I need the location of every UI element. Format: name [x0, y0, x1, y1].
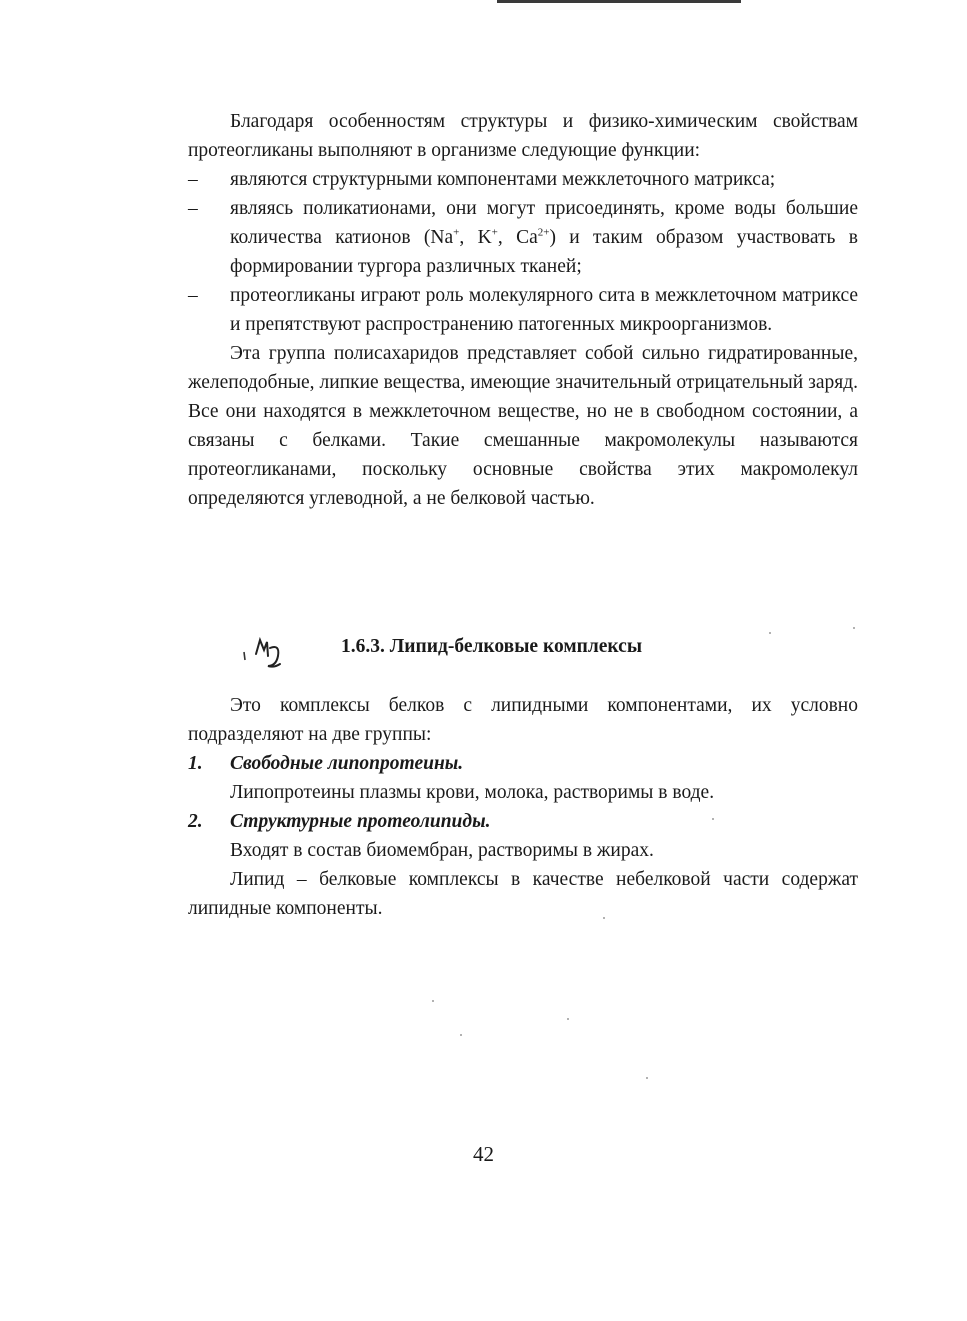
- function-item-text: являясь поликатионами, они могут присоединять, кроме воды большие количества катионов (Na+, K+, $Ca^{2+}$) и таким образом участвовать в формировании тургора различных тканей;: [230, 198, 858, 277]
- group-number: 1.: [188, 753, 203, 774]
- dash-marker: –: [188, 285, 198, 306]
- intro-paragraph: Это комплексы белков с липидными компонентами, их условно подразделяют на две группы:: [188, 695, 858, 745]
- scan-speck: [603, 917, 605, 919]
- function-item: [188, 194, 858, 281]
- top-rule: [497, 0, 741, 3]
- closing-paragraph: Липид – белковые комплексы в качестве небелковой части содержат липидные компоненты.: [188, 869, 858, 919]
- intro-paragraph: Благодаря особенностям структуры и физико-химическим свойствам протеогликаны выполняют в организме следующие функции:: [188, 111, 858, 161]
- dash-marker: –: [188, 198, 198, 219]
- function-item: [188, 165, 858, 194]
- handwritten-mark: [240, 630, 290, 674]
- section-heading: 1.6.3. Липид-белковые комплексы: [341, 636, 643, 657]
- function-item-text: являются структурными компонентами межклеточного матрикса;: [230, 169, 776, 190]
- dash-marker: –: [188, 169, 198, 190]
- group-title: Свободные липопротеины.: [230, 753, 464, 774]
- text-block-lipoproteins: [188, 691, 858, 923]
- scan-speck: [432, 1000, 434, 1002]
- page-number: 42: [473, 1142, 494, 1166]
- scan-speck: [646, 1077, 648, 1079]
- text-block-proteoglycans: [188, 107, 858, 513]
- scan-speck: [712, 818, 714, 820]
- scan-speck: [853, 627, 855, 629]
- group-description: Липопротеины плазмы крови, молока, растворимы в воде.: [230, 782, 715, 803]
- scan-speck: [769, 632, 771, 634]
- group-description: Входят в состав биомембран, растворимы в жирах.: [230, 840, 654, 861]
- body-paragraph: Эта группа полисахаридов представляет собой сильно гидратированные, желеподобные, липкие вещества, имеющие значительный отрицательный заряд. Все они находятся в межклеточном веществе, но не в свободном состоянии, а связаны с белками. Такие смешанные макромолекулы называются протеогликанами, поскольку основные свойства этих макромолекул определяются углеводной, а не белковой частью.: [188, 343, 858, 509]
- function-item: [188, 281, 858, 339]
- group-item-title: [188, 749, 858, 778]
- group-number: 2.: [188, 811, 203, 832]
- group-item-title: [188, 807, 858, 836]
- scan-speck: [460, 1034, 462, 1036]
- group-title: Структурные протеолипиды.: [230, 811, 491, 832]
- function-item-text: протеогликаны играют роль молекулярного сита в межклеточном матриксе и препятствуют распространению патогенных микроорганизмов.: [230, 285, 858, 335]
- scan-speck: [567, 1018, 569, 1020]
